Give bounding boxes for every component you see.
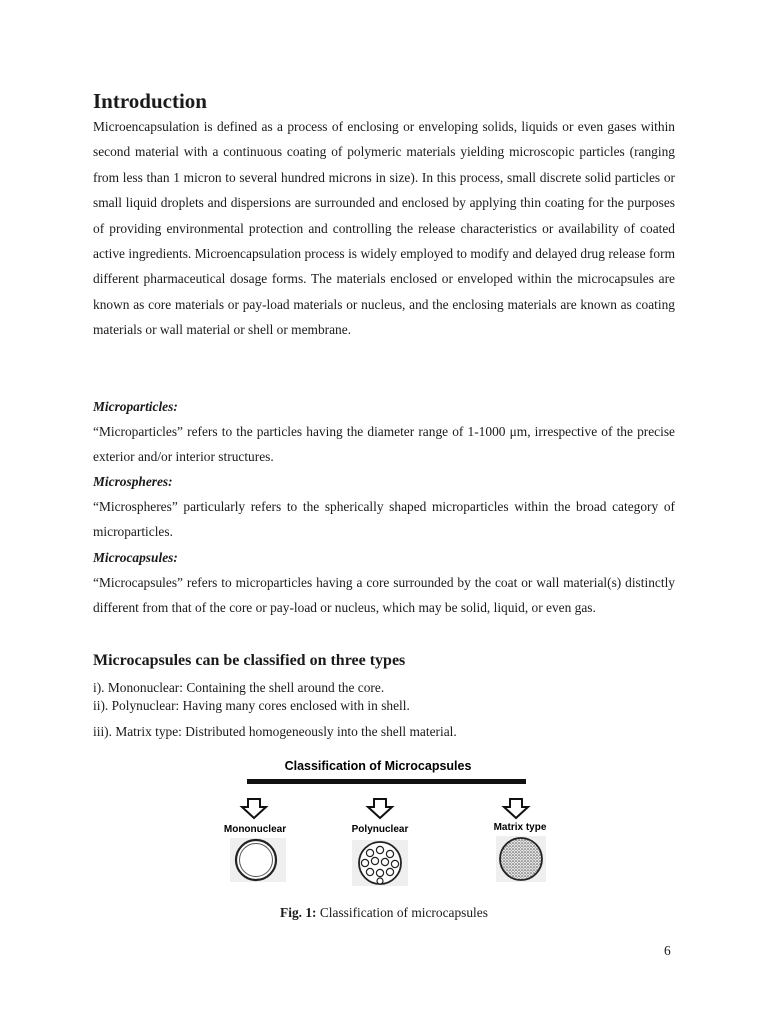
type-item-polynuclear: ii). Polynuclear: Having many cores enclosed with in shell. [93,698,410,713]
figure-label-mononuclear: Mononuclear [223,824,287,835]
definition-term-microcapsules: Microcapsules: [93,550,178,565]
mononuclear-core [240,844,273,877]
figure-title: Classification of Microcapsules [284,759,472,773]
matrix-particle [500,838,542,880]
page-heading: Introduction [93,89,207,113]
caption-text: Classification of microcapsules [316,905,488,920]
definition-term-microparticles: Microparticles: [93,399,178,414]
definition-text-microcapsules: “Microcapsules” refers to microparticles having a core surrounded by the coat or wall material(s) distinctly different from that of the core or pay-load or nucleus, which may be solid, liquid, or even gas. [93,575,675,616]
figure-label-polynuclear: Polynuclear [351,824,409,835]
arrow-down-icon [242,799,266,818]
caption-label: Fig. 1: [280,905,317,920]
definition-text-microparticles: “Microparticles” refers to the particles having the diameter range of 1-1000 μm, irrespective of the precise exterior and/or interior structures. [93,424,675,465]
figure-caption [0,905,768,921]
type-item-matrix: iii). Matrix type: Distributed homogeneously into the shell material. [93,724,457,739]
arrow-down-icon [504,799,528,818]
definition-text-microspheres: “Microspheres” particularly refers to the spherically shaped microparticles within the broad category of microparticles. [93,499,675,540]
definition-term-microspheres: Microspheres: [93,474,173,489]
classification-figure [218,752,558,894]
figure-bar [247,779,526,784]
page-number: 6 [664,943,671,958]
classification-heading: Microcapsules can be classified on three types [93,652,406,669]
intro-paragraph: Microencapsulation is defined as a process of enclosing or enveloping solids, liquids or even gases within second material with a continuous coating of polymeric materials yielding microscopic particles (ranging from less than 1 micron to several hundred microns in size). In this process, small discrete solid particles or small liquid droplets and dispersions are surrounded and enclosed by applying thin coating for the purposes of providing environmental protection and controlling the release characteristics or availability of coated active ingredients. Microencapsulation process is widely employed to modify and delayed drug release form different pharmaceutical dosage forms. The materials enclosed or enveloped within the microcapsules are known as core materials or pay-load materials or nucleus, and the enclosing materials are known as coating materials or wall material or shell or membrane. [93,119,675,338]
arrow-down-icon [368,799,392,818]
figure-label-matrix: Matrix type [493,822,547,833]
type-item-mononuclear: i). Mononuclear: Containing the shell around the core. [93,680,385,695]
